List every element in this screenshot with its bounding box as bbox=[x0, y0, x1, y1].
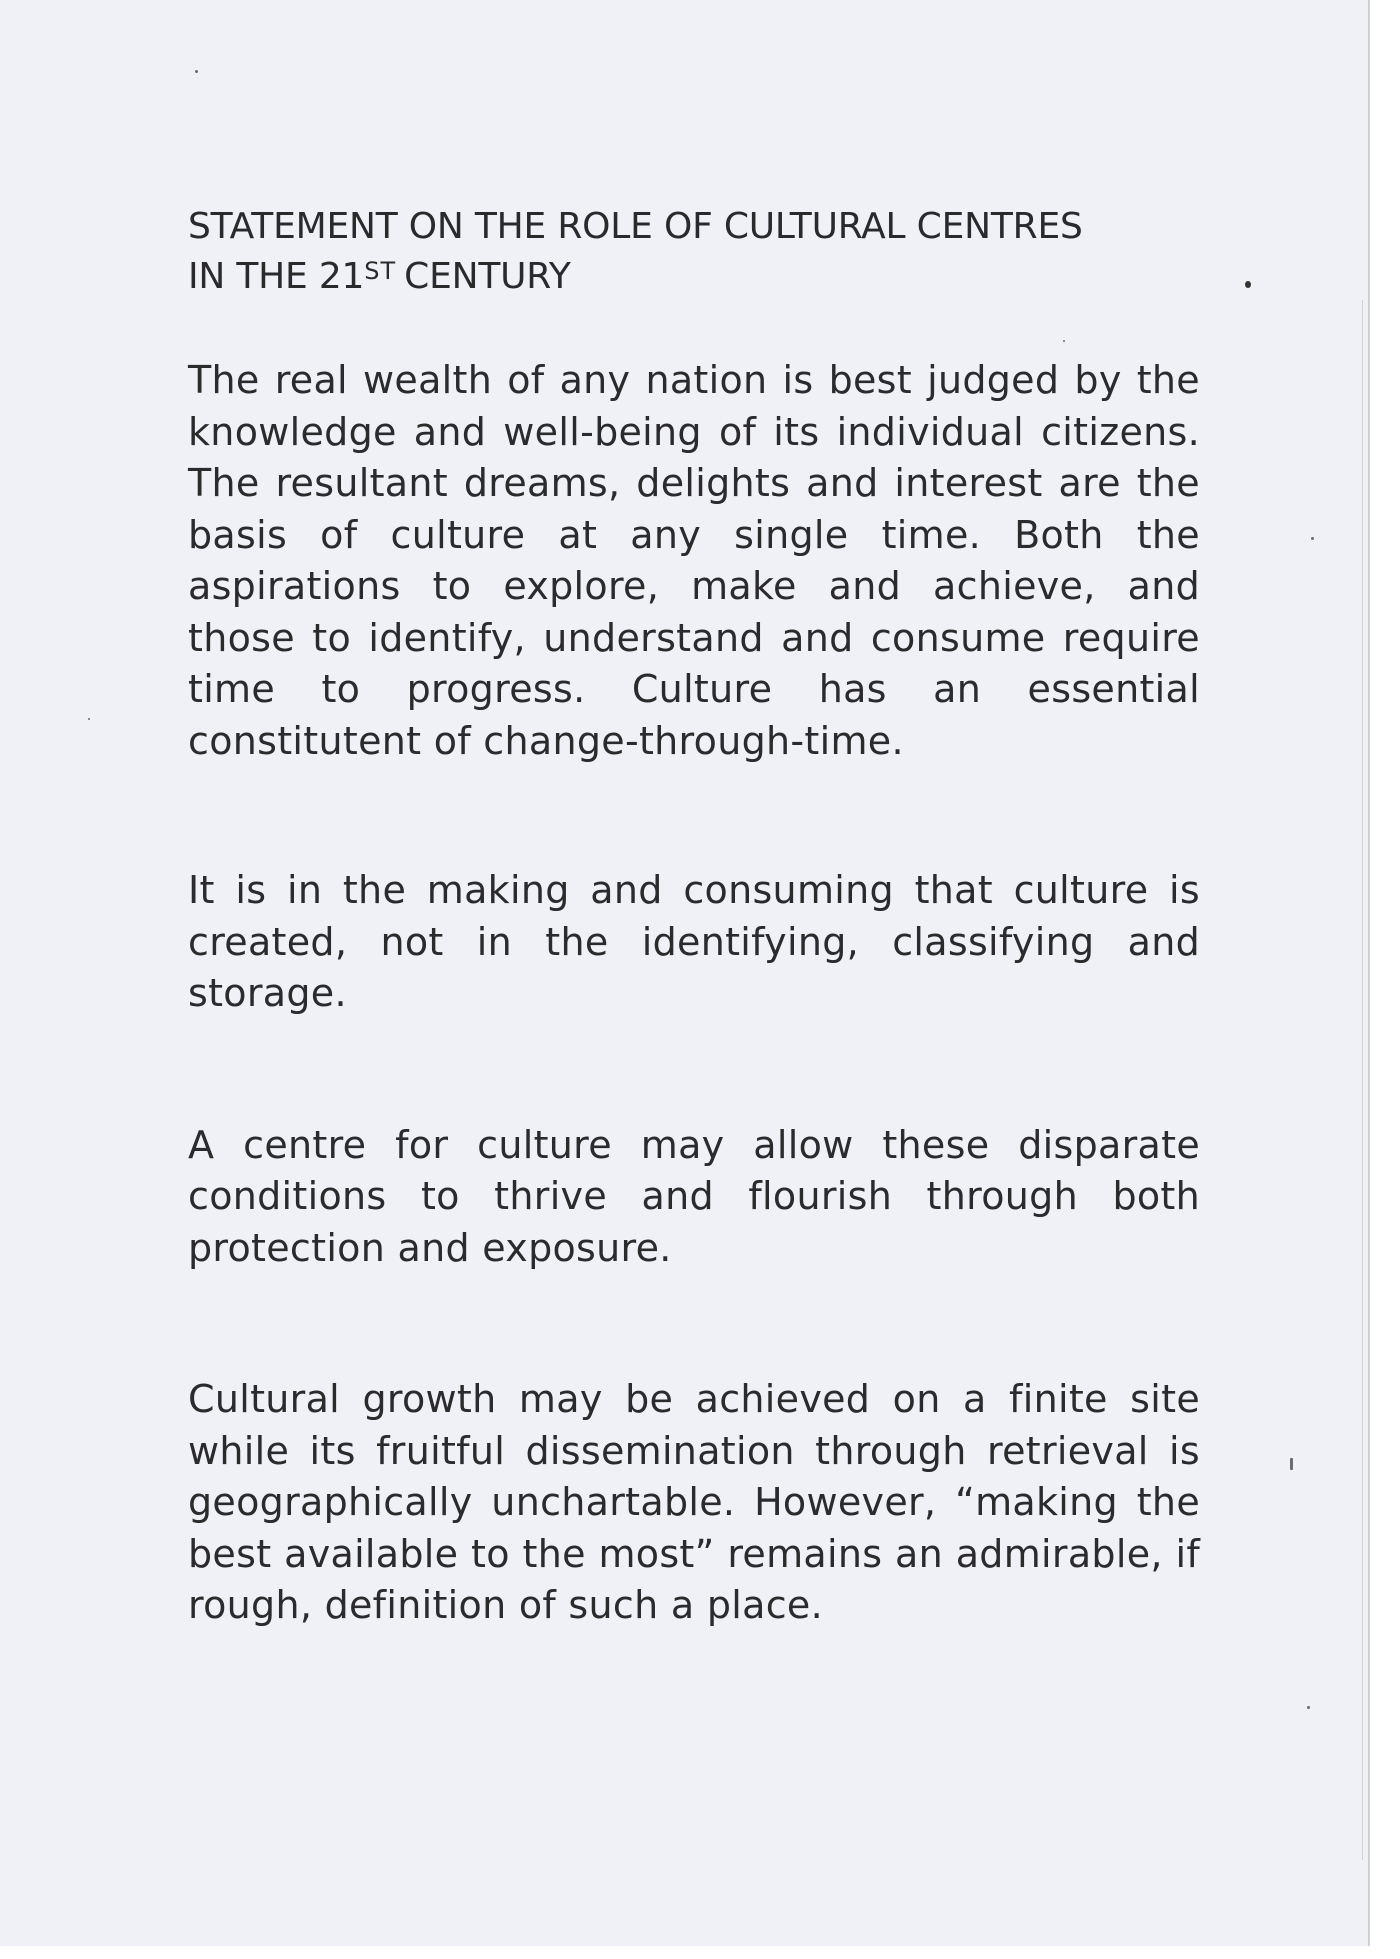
scan-speck bbox=[1307, 1706, 1310, 1709]
scan-speck bbox=[1311, 537, 1314, 540]
paragraph-3: A centre for culture may allow these disparate conditions to thrive and flourish through both protection and exposure. bbox=[188, 1122, 1200, 1270]
paragraph-1: The real wealth of any nation is best judged by the knowledge and well-being of its individual citizens. The resultant dreams, delights and interest are the basis of culture at any single time. Both the aspirations to explore, make and achieve, and those to identify, understand and consume require time to progress. Culture has an essential constitutent of change-through-time. bbox=[188, 358, 1200, 763]
scan-speck bbox=[195, 70, 198, 73]
paragraph-4: Cultural growth may be achieved on a finite site while its fruitful dissemination through retrieval is geographically unchartable. However, “making the best available to the most” remains an admirable, if rough, definition of such a place. bbox=[188, 1377, 1200, 1627]
paragraph-2: It is in the making and consuming that culture is created, not in the identifying, classifying and storage. bbox=[188, 868, 1200, 1015]
title-line-2-prefix: IN THE 21 bbox=[188, 256, 365, 297]
title-line-1: STATEMENT ON THE ROLE OF CULTURAL CENTRES bbox=[188, 206, 1083, 247]
title-ordinal-suffix: ST bbox=[364, 257, 397, 285]
document-body bbox=[188, 202, 1200, 1632]
scan-speck bbox=[1245, 281, 1251, 288]
paper-edge-line bbox=[1362, 300, 1363, 1860]
scan-speck bbox=[88, 718, 90, 720]
scan-speck bbox=[1290, 1458, 1293, 1470]
document-title bbox=[188, 202, 1200, 305]
title-line-2-suffix: CENTURY bbox=[404, 256, 571, 297]
